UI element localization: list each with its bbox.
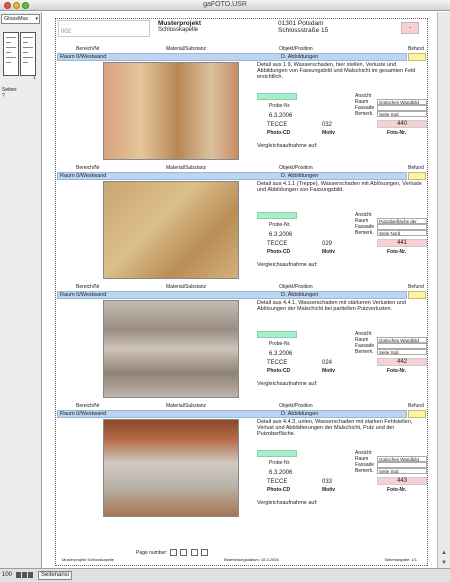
photo-detail[interactable] [257,181,427,207]
detail-text: Detail aus 4.1.1 (Treppe), Wasserschaden mit Ablösungen, Verluste und Abbildungen von Fassungsbild. [257,181,422,193]
status-toggle-icon[interactable] [28,572,33,578]
page-header [56,19,427,39]
page-footer [56,549,427,563]
project-code-field[interactable] [58,20,150,37]
room-name: Raum 0/Westwand [60,173,107,179]
document-page [55,18,428,566]
entry-room-bar[interactable] [57,410,407,418]
detail-text: Detail aus 4.4.3, unten, Wasserschaden mit starken Fehlstellen, Verlust und Abblätterungen der Malschicht, Putz und der Putzoberfläche. [257,419,413,437]
project-title: Musterprojekt [158,20,201,27]
label-material: Material/Substanz [166,403,207,409]
label-befund: Befund [408,284,424,290]
photo-entry [56,283,427,402]
field-bemerk-value: Seite Nord [379,231,401,236]
label-fassade: Fassade [355,343,375,349]
photo-cd: TECCE [267,360,288,366]
photo-motiv: 024 [322,360,333,366]
photo-detail[interactable] [257,300,427,326]
seiten-value: ? [2,93,5,99]
green-status-field[interactable] [257,331,297,338]
photo-date: 6.3.2006 [269,470,293,476]
photo-motiv: 032 [322,122,333,128]
room-name: Raum 0/Westwand [60,292,107,298]
page-box[interactable] [191,549,198,556]
label-bereich: Bereich/Nr [76,165,100,171]
header-status-box[interactable]: - [401,22,419,34]
entry-room-bar[interactable] [57,53,407,61]
label-motiv: Motiv [322,130,336,136]
foto-number[interactable]: 440 [377,120,427,128]
entry-labels [56,164,427,172]
field-bemerk[interactable] [377,349,427,355]
vertical-scrollbar[interactable] [437,12,450,568]
field-bemerk-value: Seite Süd [379,469,399,474]
label-abbildungen: D. Abbildungen [281,292,319,298]
address-line-2: Schlossstraße 15 [278,27,329,34]
field-bemerk-value: Seite Süd [379,350,399,355]
photo-cd: TECCE [267,241,288,247]
label-objekt: Objekt/Position [279,46,313,52]
label-raum: Raum [355,218,369,224]
window-title: gaFOTO.USR [203,1,247,8]
entry-labels [56,283,427,291]
book-page-number: 1 [33,75,36,80]
label-abbildungen: D. Abbildungen [281,411,319,417]
label-ansicht: Ansicht [355,212,372,218]
book-left-page [3,32,19,76]
photo-date: 6.3.2006 [269,351,293,357]
documentation-photo[interactable] [103,419,239,517]
field-bemerk-value: Seite Süd [379,112,399,117]
entry-labels [56,402,427,410]
label-befund: Befund [408,165,424,171]
room-name: Raum 0/Westwand [60,54,107,60]
photo-date: 6.3.2006 [269,113,293,119]
field-raum-value: Gotisches Wandbild [379,100,419,105]
label-ansicht: Ansicht [355,331,372,337]
green-status-field[interactable] [257,450,297,457]
label-fassade: Fassade [355,224,375,230]
label-raum: Raum [355,337,369,343]
documentation-photo[interactable] [103,181,239,279]
project-code: 002 [61,29,72,35]
vergleich-label: Vergleichsaufnahme auf: [257,262,318,268]
label-material: Material/Substanz [166,165,207,171]
footer-middle: Bearbeitungsdatum: 16.3.2006 [224,557,279,562]
label-photo-cd: Photo-CD [267,368,291,374]
label-ansicht: Ansicht [355,450,372,456]
photo-entry [56,45,427,164]
photo-data-table [257,93,424,139]
project-address [278,20,328,34]
seiten-info [2,87,18,99]
detail-text: Detail aus 4.4.1, Wasserschaden mit stärkeren Verlusten und Ablösungen der Malschicht bei partiellen Putzverlusten. [257,300,406,312]
project-code-label: · · · [61,22,69,28]
photo-entry [56,402,427,521]
green-status-field[interactable] [257,93,297,100]
zoom-level[interactable]: 100 [2,572,13,578]
footer-right: Seitenangabe: 1/1 [384,557,417,562]
photo-data-table [257,212,424,258]
footer-left: Musterprojekt Schlosskapelle [62,557,115,562]
field-bemerk[interactable] [377,468,427,474]
book-right-page [20,32,36,76]
label-motiv: Motiv [322,487,336,493]
label-bereich: Bereich/Nr [76,46,100,52]
chevron-down-icon: ▾ [35,16,38,22]
documentation-photo[interactable] [103,300,239,398]
befund-field[interactable] [408,410,426,418]
entry-room-bar[interactable] [57,291,407,299]
label-photo-cd: Photo-CD [267,249,291,255]
layout-menu-label: GlossMac [4,16,29,22]
green-status-field[interactable] [257,212,297,219]
label-material: Material/Substanz [166,46,207,52]
photo-date: 6.3.2006 [269,232,293,238]
label-bereich: Bereich/Nr [76,403,100,409]
label-abbildungen: D. Abbildungen [281,54,319,60]
field-bemerk[interactable] [377,230,427,236]
vergleich-label: Vergleichsaufnahme auf: [257,143,318,149]
entry-labels [56,45,427,53]
label-bemerk: Bemerk. [355,111,374,117]
label-befund: Befund [408,403,424,409]
label-bemerk: Bemerk. [355,468,374,474]
entry-room-bar[interactable] [57,172,407,180]
project-subtitle: Schlosskapelle [158,27,199,33]
documentation-photo[interactable] [103,62,239,160]
label-fassade: Fassade [355,462,375,468]
page-number-label: Page number: [136,549,168,556]
label-probe: Probe-Nr. [269,103,291,109]
label-foto-nr: Foto-Nr. [387,368,407,374]
label-probe: Probe-Nr. [269,222,291,228]
label-foto-nr: Foto-Nr. [387,249,407,255]
label-foto-nr: Foto-Nr. [387,130,407,136]
label-objekt: Objekt/Position [279,165,313,171]
photo-detail[interactable] [257,62,427,88]
field-bemerk[interactable] [377,111,427,117]
window-titlebar [0,0,450,11]
label-fassade: Fassade [355,105,375,111]
befund-field[interactable] [408,53,426,61]
field-raum-value: Putzoberfläche der [379,219,417,224]
status-area [0,12,42,568]
page-box[interactable] [170,549,177,556]
project-title-block [158,20,201,34]
bottom-status-bar [0,568,450,582]
foto-number[interactable]: 441 [377,239,427,247]
label-probe: Probe-Nr. [269,460,291,466]
label-objekt: Objekt/Position [279,284,313,290]
zoom-in-icon[interactable] [22,572,27,578]
label-ansicht: Ansicht [355,93,372,99]
vergleich-label: Vergleichsaufnahme auf: [257,381,318,387]
photo-entry [56,164,427,283]
label-photo-cd: Photo-CD [267,130,291,136]
photo-motiv: 033 [322,479,333,485]
mode-icons [16,572,34,579]
seiten-label: Seiten: [2,87,18,93]
photo-data-table [257,331,424,377]
label-raum: Raum [355,99,369,105]
scroll-down-icon[interactable]: ▼ [441,560,447,566]
foto-number[interactable]: 443 [377,477,427,485]
label-material: Material/Substanz [166,284,207,290]
page-boxes [169,550,209,556]
field-raum-value: Gotisches Wandbild [379,338,419,343]
label-abbildungen: D. Abbildungen [281,173,319,179]
label-raum: Raum [355,456,369,462]
page-box[interactable] [180,549,187,556]
photo-data-table [257,450,424,496]
label-probe: Probe-Nr. [269,341,291,347]
page-box[interactable] [201,549,208,556]
book-icon[interactable] [3,32,37,80]
label-bemerk: Bemerk. [355,349,374,355]
label-befund: Befund [408,46,424,52]
label-motiv: Motiv [322,249,336,255]
befund-field[interactable] [408,172,426,180]
photo-cd: TECCE [267,122,288,128]
label-motiv: Motiv [322,368,336,374]
field-raum-value: Gotisches Wandbild [379,457,419,462]
foto-number[interactable]: 442 [377,358,427,366]
layout-menu[interactable] [1,14,40,24]
room-name: Raum 0/Westwand [60,411,107,417]
zoom-out-icon[interactable] [16,572,21,578]
photo-motiv: 029 [322,241,333,247]
befund-field[interactable] [408,291,426,299]
view-mode-menu[interactable]: Seitenansi [38,571,72,580]
page-selector [136,549,209,556]
scroll-up-icon[interactable]: ▲ [441,550,447,556]
label-bereich: Bereich/Nr [76,284,100,290]
address-line-1: 01301 Potsdam [278,20,324,27]
label-bemerk: Bemerk. [355,230,374,236]
vergleich-label: Vergleichsaufnahme auf: [257,500,318,506]
photo-detail[interactable] [257,419,427,445]
label-photo-cd: Photo-CD [267,487,291,493]
detail-text: Detail aus 1.9, Wasserschaden, hier stellen, Verluste und Abbildungen von Fassungsbild und Malschicht im gesamten Feld ersichtlich. [257,62,416,80]
label-foto-nr: Foto-Nr. [387,487,407,493]
photo-cd: TECCE [267,479,288,485]
label-objekt: Objekt/Position [279,403,313,409]
